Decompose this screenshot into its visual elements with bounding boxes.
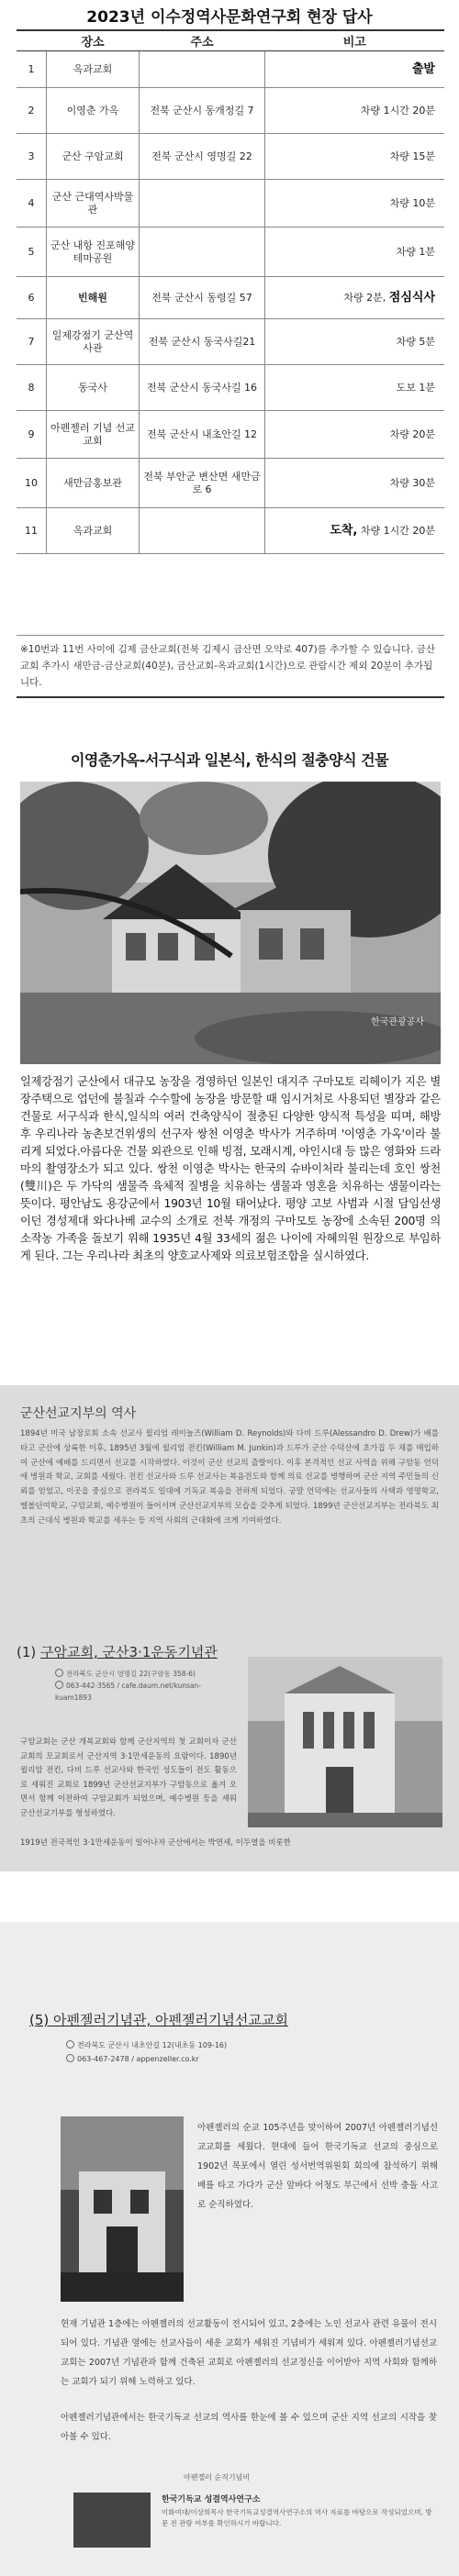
schedule-cell-no: 5 xyxy=(17,228,47,277)
article-body: 일제강점기 군산에서 대규모 농장을 경영하던 일본인 대지주 구마모토 리헤이가 지은 별장주택으로 업던에 불칠과 수수할에 농장을 방문할 때 임시거처로 사용되던 별장과 같은 건물로 서구식과 한식,일식의 여러 건축양식이 절충된 다양한 양식적 특성을 띠며, 해방 후 우리나라 농촌보건위생의 선구자 쌍천 이영춘 박사가 거주하며 '이영춘 가옥'이라 불리게 되었다.아름다운 건물 외관으로 인해 빙점, 모래시계, 야인시대 등 많은 영화와 드라마의 촬영장소가 되고 있다. 쌍천 이영춘 박사는 한국의 슈바이처라 불리는데 호인 쌍천(雙川)은 두 가닥의 샘물즉 육체적 질병을 치유하는 샘물과 영혼을 치유하는 샘물이라는 뜻이다. 평안남도 용강군에서 1903년 10월 태어났다. 평양 고보 사범과 시절 담임선생이던 경성제대 와다나베 교수의 소개로 전북 개정의 구마모토 농장에 소속된 200명 의 소작농 가족을 돌보기 위해 1935년 4월 33세의 젊은 나이에 자혜의원 원장으로 부임하게 된다. 그는 우리나라 최초의 양호교사제와 의료보험조합을 실시하였다. xyxy=(20,1075,441,1262)
schedule-row xyxy=(17,319,444,365)
schedule-cell-note: 차량 15분 xyxy=(265,134,445,180)
section-paragraph: 1894년 미국 남장로회 소속 선교사 윌리엄 레이놀즈(William D. Reynolds)와 다비 드루(Alessandro D. Drew)가 배를 타고 군산에 상륙한 이후, 1895년 3월에 윌리엄 전킨(William M. Junkin)과 드루가 군산 수덕산에 초가집 두 채를 매입하여 군산에 예배를 드리면서 선교를 시작하였다. 이것이 군산 선교의 출발이다. 이후 본격적인 선교 사역을 위해 구암동 언덕에 병원과 학교, 교회를 세웠다. 전킨 선교사와 드루 선교사는 복음전도와 함께 의료 선교를 병행하며 군산 지역 주민들의 신뢰를 얻었고, 이곳을 중심으로 전라북도 일대에 기독교 복음을 전하게 되었다. 궁말 언덕에는 선교사들의 사택과 영명학교, 멜볼딘여학교, 구암교회, 예수병원이 들어서며 군산선교지부의 모습을 갖추게 되었다. 1899년 군산선교지부는 전라북도 최초의 근대식 병원과 학교를 세우는 등 지역 사회의 근대화에 크게 기여하였다. xyxy=(20,1429,439,1526)
schedule-note-lunch: 점심식사 xyxy=(388,290,435,305)
schedule-cell-no: 6 xyxy=(17,277,47,319)
house-photo xyxy=(20,782,441,1064)
schedule-cell-no: 3 xyxy=(17,134,47,180)
schedule-cell-note: 차량 5분 xyxy=(265,319,445,365)
schedule-cell-no: 2 xyxy=(17,88,47,134)
schedule-row xyxy=(17,365,444,411)
location-icon xyxy=(55,1669,63,1677)
schedule-note-strong: 출발 xyxy=(411,61,435,76)
schedule-cell-place: 아펜젤러 기념 선교 교회 xyxy=(47,411,140,459)
church-address: 전라북도 군산시 영명길 22(구암동 358-6) xyxy=(55,1668,211,1680)
schedule-note-text: 차량 1시간 20분 xyxy=(357,524,435,537)
section-continued-line: 1919년 전국적인 3·1만세운동이 일어나자 군산에서는 박연세, 이두열을 비롯한 xyxy=(20,1838,291,1848)
schedule-cell-note: 차량 10분 xyxy=(265,180,445,228)
schedule-cell-note: 도보 1분 xyxy=(265,365,445,411)
schedule-cell-place: 일제강점기 군산역사관 xyxy=(47,319,140,365)
phone-icon xyxy=(66,2054,74,2062)
photo-caption: 아펜젤러 순직기념비 xyxy=(184,2473,251,2482)
schedule-row xyxy=(17,411,444,459)
schedule-cell-address: 전북 군산시 영명길 22 xyxy=(140,134,265,180)
header-no xyxy=(17,30,47,51)
header-note: 비고 xyxy=(265,30,445,51)
schedule-footnote: ※10번과 11번 사이에 김제 금산교회(전북 김제시 금산면 오약로 407)를 추가할 수 있습니다. 금산교회 추가시 새만금-금산교회(40분), 금산교회-옥과교회(1시간)으로 관람시간 제외 20분이 추가됩니다. xyxy=(17,635,444,698)
schedule-cell-place: 이영춘 가옥 xyxy=(47,88,140,134)
article-title: 이영춘가옥-서구식과 일본식, 한식의 절충양식 건물 xyxy=(70,751,389,769)
schedule-cell-no: 1 xyxy=(17,51,47,88)
schedule-title: 2023년 이수정역사문화연구회 현장 답사 xyxy=(86,8,373,27)
church-info xyxy=(55,1668,211,1704)
subsection-number: (1) xyxy=(17,1644,37,1660)
schedule-cell-address xyxy=(140,180,265,228)
schedule-note-text: 차량 2분, xyxy=(343,291,389,304)
schedule-row xyxy=(17,508,444,554)
schedule-row xyxy=(17,459,444,508)
schedule-row xyxy=(17,51,444,88)
schedule-cell-no: 11 xyxy=(17,508,47,554)
schedule-cell-address: 전북 군산시 동령길 57 xyxy=(140,277,265,319)
memorial-photo xyxy=(61,2116,184,2302)
memorial-illustration xyxy=(61,2116,184,2302)
location-icon xyxy=(66,2040,74,2049)
schedule-cell-place: 빈해원 xyxy=(47,277,140,319)
appenzeller-paragraph-3: 아펜젤러기념관에서는 한국기독교 선교의 역사를 한눈에 볼 수 있으며 군산 지역 선교의 시작을 찾아볼 수 있다. xyxy=(61,2413,437,2442)
schedule-row xyxy=(17,88,444,134)
schedule-cell-no: 8 xyxy=(17,365,47,411)
schedule-cell-note: 차량 1분 xyxy=(265,228,445,277)
appenzeller-contact: 063-467-2478 / appenzeller.co.kr xyxy=(66,2052,296,2066)
schedule-note-arrival: 도착, xyxy=(330,523,358,538)
church-contact: 063-442-3565 / cafe.daum.net/kunsan-kuam1893 xyxy=(55,1682,202,1702)
schedule-cell-no: 9 xyxy=(17,411,47,459)
institute-name: 한국기독교 성결역사연구소 xyxy=(162,2495,261,2504)
church-illustration xyxy=(248,1657,442,1827)
schedule-row xyxy=(17,134,444,180)
schedule-cell-place: 군산 근대역사박물관 xyxy=(47,180,140,228)
schedule-cell-place: 새만금홍보관 xyxy=(47,459,140,508)
schedule-cell-place: 옥과교회 xyxy=(47,51,140,88)
scanned-page-gunsan-mission xyxy=(0,1385,459,1871)
schedule-cell-address xyxy=(140,508,265,554)
schedule-row xyxy=(17,277,444,319)
schedule-body xyxy=(17,51,444,554)
schedule-cell-address xyxy=(140,51,265,88)
schedule-header-row xyxy=(17,30,444,51)
scanned-page-appenzeller xyxy=(0,1922,459,2576)
schedule-cell-note xyxy=(265,508,445,554)
schedule-row xyxy=(17,228,444,277)
schedule-cell-note: 차량 30분 xyxy=(265,459,445,508)
appenzeller-address: 전라북도 군산시 내초안길 12(내초동 109-16) xyxy=(66,2038,296,2052)
phone-icon xyxy=(55,1681,63,1689)
schedule-cell-address: 전북 군산시 동국사길21 xyxy=(140,319,265,365)
subsection-heading xyxy=(17,1642,218,1661)
schedule-cell-place: 동국사 xyxy=(47,365,140,411)
schedule-cell-address: 전북 군산시 내초안길 12 xyxy=(140,411,265,459)
church-paragraph: 구암교회는 군산 개복교회와 함께 군산지역의 첫 교회이자 군산 교회의 모교회로서 군산지역 3·1만세운동의 요람이다. 1890년 윌리암 전킨, 다비 드루 선교사와 한국인 성도들이 전도 활동으로 세워진 교회로 1899년 군산선교지부가 구암동으로 옮겨 오면서 함께 이전하여 구암교회가 되었으며, 예수병원 등을 세워 군산선교기부를 형성하였다. xyxy=(20,1738,237,1818)
schedule-cell-note: 차량 20분 xyxy=(265,411,445,459)
schedule-cell-address xyxy=(140,228,265,277)
schedule-cell-no: 7 xyxy=(17,319,47,365)
schedule-cell-address: 전북 군산시 동개정길 7 xyxy=(140,88,265,134)
schedule-cell-address: 전북 군산시 동국사길 16 xyxy=(140,365,265,411)
schedule-cell-no: 4 xyxy=(17,180,47,228)
institute-description: 이화여대/이상희목사 한국기독교성결역사연구소의 역사 자료를 바탕으로 작성되었으며, 방문 전 관람 여부를 확인하시기 바랍니다. xyxy=(162,2508,432,2527)
header-address: 주소 xyxy=(140,30,265,51)
schedule-cell-place: 군산 내항 진포해양테마공원 xyxy=(47,228,140,277)
appenzeller-info xyxy=(66,2038,296,2066)
appenzeller-paragraph-2: 현재 기념관 1층에는 아펜젤러의 선교활동이 전시되어 있고, 2층에는 노인 선교사 관련 유물이 전시되어 있다. 기념관 옆에는 선교사들이 세운 교회가 세워진 기념비가 세워져 있다. 아펜젤러기념선교교회는 2007년 기념관과 함께 건축된 교회로 아펜젤러의 선교정신을 이어받아 지역 사회와 함께하는 교회가 되기 위해 노력하고 있다. xyxy=(61,2319,437,2387)
appenzeller-heading: (5) 아펜젤러기념관, 아펜젤러기념선교교회 xyxy=(29,2012,288,2028)
schedule-row xyxy=(17,180,444,228)
section-title: 군산선교지부의 역사 xyxy=(20,1406,137,1421)
schedule-cell-address: 전북 부안군 변산면 새만금로 6 xyxy=(140,459,265,508)
schedule-cell-note: 차량 1시간 20분 xyxy=(265,88,445,134)
schedule-cell-no: 10 xyxy=(17,459,47,508)
schedule-cell-place: 군산 구암교회 xyxy=(47,134,140,180)
institute-logo xyxy=(73,2493,151,2548)
schedule-table xyxy=(17,29,444,554)
header-place: 장소 xyxy=(47,30,140,51)
photo-watermark: 한국관광공사 xyxy=(371,1017,424,1027)
schedule-cell-place: 옥과교회 xyxy=(47,508,140,554)
church-photo xyxy=(248,1657,442,1827)
appenzeller-paragraph-1: 아펜젤러의 순교 105주년을 맞이하여 2007년 아펜젤러기념선교교회를 세웠다. 현대에 들어 한국기독교 선교의 중심으로 1902년 목포에서 열린 성서번역위원회 회의에 참석하기 위해 배를 타고 가다가 군산 앞바다 어청도 부근에서 선박 충돌 사고로 순직하였다. xyxy=(197,2123,438,2210)
schedule-cell-note xyxy=(265,277,445,319)
schedule-cell-note xyxy=(265,51,445,88)
subsection-name: 구암교회, 군산3·1운동기념관 xyxy=(40,1644,218,1660)
